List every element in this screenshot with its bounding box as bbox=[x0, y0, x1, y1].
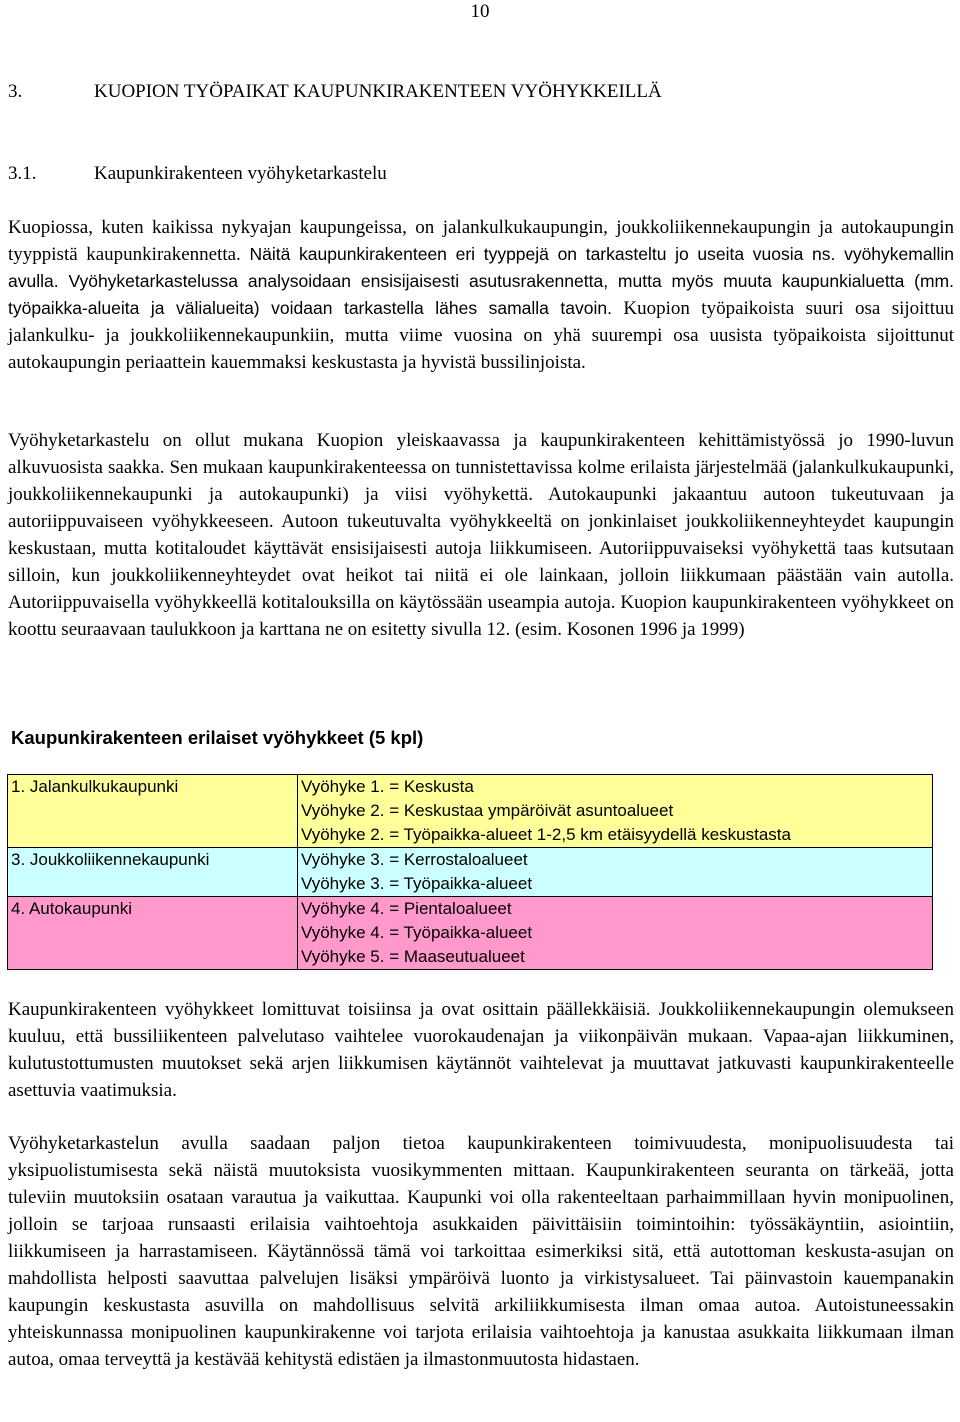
city-label: 3. Joukkoliikennekaupunki bbox=[11, 850, 210, 869]
subsection-title: Kaupunkirakenteen vyöhyketarkastelu bbox=[94, 163, 387, 184]
section-heading bbox=[8, 80, 662, 104]
zone-label: Vyöhyke 4. = Pientaloalueet bbox=[301, 899, 512, 918]
zone-label: Vyöhyke 5. = Maaseutualueet bbox=[301, 947, 525, 966]
zone-label: Vyöhyke 2. = Keskustaa ympäröivät asuntoalueet bbox=[301, 801, 674, 820]
zone-group-zones bbox=[298, 775, 933, 848]
paragraph-3 bbox=[8, 996, 954, 1104]
zone-group-city bbox=[8, 848, 298, 897]
paragraph-4-text: Vyöhyketarkastelun avulla saadaan paljon tietoa kaupunkirakenteen toimivuudesta, monipuolisuudesta tai yksipuolistumisesta sekä näistä muutoksista vuosikymmenten mittaan. Kaupunkirakenteen seuranta on tärkeää, jotta tuleviin muutoksiin osataan varautua ja vaikuttaa. Kaupunki voi olla rakenteeltaan parhaimmillaan hyvin monipuolinen, jolloin se tarjoaa runsaasti erilaisia vaihtoehtoja asukkaiden päivittäisiin toimintoihin: työssäkäyntiin, asiointiin, liikkumiseen ja harrastamiseen. Käytännössä tämä voi tarkoittaa esimerkiksi sitä, että autottoman keskusta-asujan on mahdollista helposti saavuttaa palvelujen lisäksi ympäröivä luonto ja virkistysalueet. Tai päinvastoin kauempanakin kaupungin keskustasta asuvilla on mahdollisuus selvitä arkiliikkumisesta ilman omaa autoa. Autoistuneessakin yhteiskunnassa monipuolinen kaupunkirakenne voi tarjota erilaisia vaihtoehtoja ja kanustaa asukkaita liikkumaan ilman autoa, omaa terveyttä ja kestävää kehitystä edistäen ja ilmastonmuutosta hidastaen. bbox=[8, 1133, 954, 1370]
zone-group-zones bbox=[298, 848, 933, 897]
paragraph-1-part-3: Kuopion työpaikoista suuri osa sijoittuu jalankulku- ja joukkoliikennekaupunkiin, mutta viime vuosina on yhä suurempi osa uusista työpaikoista sijoittunut autokaupungin periaattein kauemmaksi keskustasta ja hyvistä bussilinjoista. bbox=[8, 298, 954, 373]
zone-group-city bbox=[8, 775, 298, 848]
zone-group-row bbox=[8, 897, 933, 970]
section-title: KUOPION TYÖPAIKAT KAUPUNKIRAKENTEEN VYÖHYKKEILLÄ bbox=[94, 81, 662, 102]
subsection-number: 3.1. bbox=[8, 163, 37, 184]
zone-label: Vyöhyke 3. = Työpaikka-alueet bbox=[301, 874, 533, 893]
zone-label: Vyöhyke 1. = Keskusta bbox=[301, 777, 474, 796]
zone-label: Vyöhyke 4. = Työpaikka-alueet bbox=[301, 923, 533, 942]
paragraph-1 bbox=[8, 214, 954, 376]
subsection-heading bbox=[8, 162, 387, 186]
paragraph-1-part-2: Näitä kaupunkirakenteen eri tyyppejä on tarkasteltu jo useita vuosia ns. vyöhykemallin avulla. Vyöhyketarkastelussa analysoidaan ensisijaisesti asutusrakennetta, mutta myös muuta kaupunkialuetta (mm. työpaikka-alueita ja välialueita) voidaan tarkastella lähes samalla tavoin. bbox=[8, 244, 954, 318]
zone-group-row bbox=[8, 775, 933, 848]
section-number: 3. bbox=[8, 81, 23, 102]
paragraph-1-part-1: Kuopiossa, kuten kaikissa nykyajan kaupungeissa, on jalankulkukaupungin, joukkoliikennekaupungin ja autokaupungin tyyppistä kaupunkirakennetta. bbox=[8, 217, 954, 265]
city-label: 1. Jalankulkukaupunki bbox=[11, 777, 179, 796]
zone-label: Vyöhyke 3. = Kerrostaloalueet bbox=[301, 850, 528, 869]
table-title: Kaupunkirakenteen erilaiset vyöhykkeet (5 kpl) bbox=[11, 727, 424, 748]
zone-group-zones bbox=[298, 897, 933, 970]
paragraph-4 bbox=[8, 1130, 954, 1373]
zone-group-row bbox=[8, 848, 933, 897]
paragraph-3-text: Kaupunkirakenteen vyöhykkeet lomittuvat toisiinsa ja ovat osittain päällekkäisiä. Joukkoliikennekaupungin olemukseen kuuluu, että bussiliikenteen palvelutaso vaihtelee vuorokaudenajan ja viikonpäivän mukaan. Vapaa-ajan liikkuminen, kulutustottumusten muutokset sekä arjen liikkumisen käytännöt vaihtelevat ja muuttavat jatkuvasti kaupunkirakenteelle asettuvia vaatimuksia. bbox=[8, 999, 954, 1101]
page-number: 10 bbox=[470, 1, 490, 22]
zone-label: Vyöhyke 2. = Työpaikka-alueet 1-2,5 km etäisyydellä keskustasta bbox=[301, 825, 791, 844]
zone-table bbox=[7, 774, 933, 970]
paragraph-2-text: Vyöhyketarkastelu on ollut mukana Kuopion yleiskaavassa ja kaupunkirakenteen kehittämistyössä jo 1990-luvun alkuvuosista saakka. Sen mukaan kaupunkirakenteessa on tunnistettavissa kolme erilaista järjestelmää (jalankulkukaupunki, joukkoliikennekaupunki ja autokaupunki) ja viisi vyöhykettä. Autokaupunki jakaantuu autoon tukeutuvaan ja autoriippuvaiseen vyöhykkeeseen. Autoon tukeutuvalta vyöhykkeeltä on jonkinlaiset joukkoliikenneyhteydet kaupungin keskustaan, mutta kotitaloudet käyttävät ensisijaisesti autoja liikkumiseen. Autoriippuvaiseksi vyöhykettä taas kutsutaan silloin, kun joukkoliikenneyhteydet ovat heikot tai niitä ei ole lainkaan, jolloin liikkumaan päästään vain autolla. Autoriippuvaisella vyöhykkeellä kotitalouksilla on käytössään useampia autoja. Kuopion kaupunkirakenteen vyöhykkeet on koottu seuraavaan taulukkoon ja karttana ne on esitetty sivulla 12. (esim. Kosonen 1996 ja 1999) bbox=[8, 430, 954, 640]
paragraph-2 bbox=[8, 427, 954, 643]
zone-group-city bbox=[8, 897, 298, 970]
city-label: 4. Autokaupunki bbox=[11, 899, 132, 918]
